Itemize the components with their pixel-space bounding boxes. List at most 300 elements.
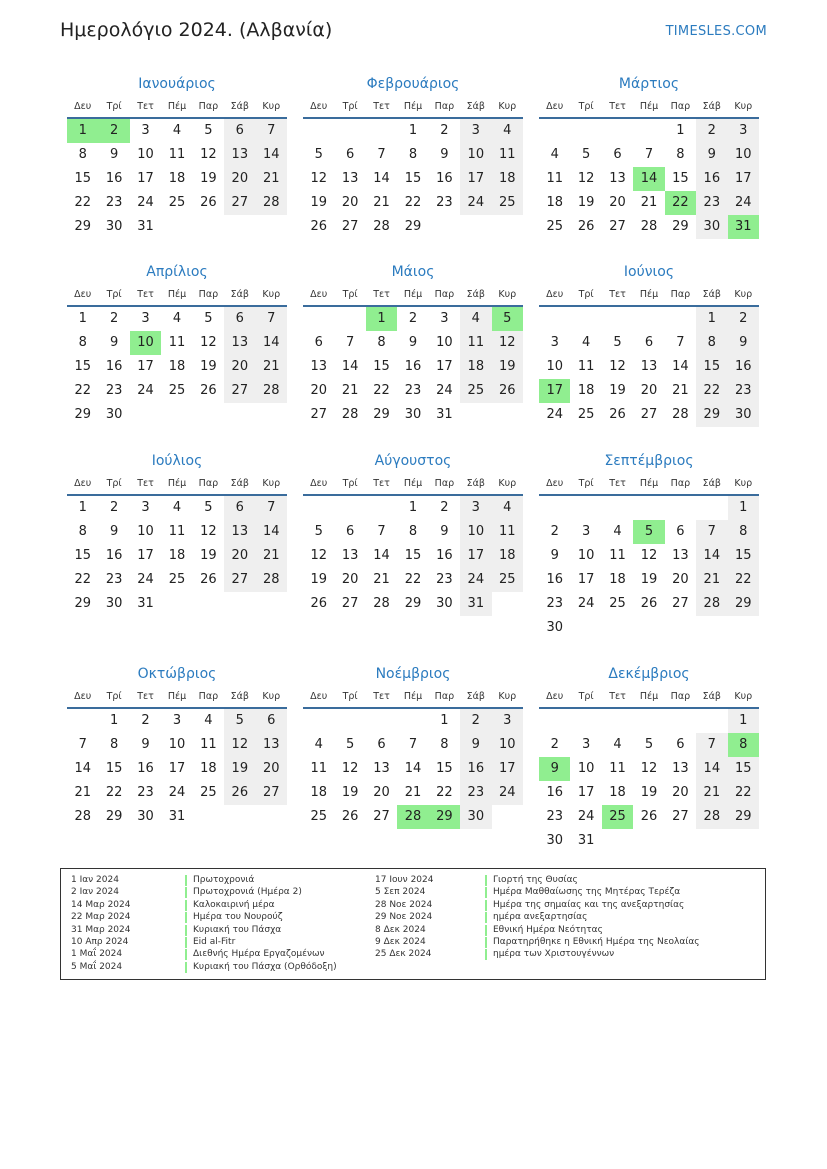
day-cell: 12	[310, 171, 327, 186]
day-cell: 26	[640, 596, 658, 611]
day-cell: 27	[256, 781, 287, 805]
day-cell: 10	[460, 143, 491, 167]
day-cell: 15	[105, 761, 123, 776]
day-cell: 1	[78, 500, 87, 515]
day-cell: 16	[436, 548, 453, 563]
month-block	[539, 260, 759, 427]
day-cell: 11	[492, 520, 523, 544]
day-cell: 5	[633, 520, 664, 544]
day-cell: 29	[74, 407, 91, 422]
day-cell: 15	[74, 171, 91, 186]
day-cell: 7	[408, 737, 418, 752]
day-cell: 23	[105, 195, 123, 210]
day-cell: 4	[581, 335, 591, 350]
day-cell: 10	[137, 147, 154, 162]
day-cell: 6	[644, 335, 654, 350]
month-block	[303, 449, 523, 616]
day-cell: 3	[440, 311, 449, 326]
week-row	[303, 215, 523, 239]
day-cell: 6	[224, 119, 255, 143]
holiday-name: Διεθνής Ημέρα Εργαζομένων	[193, 949, 325, 960]
day-cell: 6	[676, 524, 685, 539]
week-row	[303, 805, 523, 829]
weekday-label: Πέμ	[167, 101, 187, 112]
empty-day-cell	[224, 805, 255, 829]
week-row	[303, 496, 523, 520]
day-cell: 20	[256, 757, 287, 781]
weekday-label: Τρί	[106, 289, 122, 300]
day-cell: 9	[408, 335, 418, 350]
week-row	[539, 143, 759, 167]
holiday-name: Ημέρα της σημαίας και της ανεξαρτησίας	[493, 899, 685, 910]
weekday-label: Τρί	[578, 289, 594, 300]
day-cell: 8	[408, 147, 418, 162]
day-cell: 21	[696, 781, 727, 805]
day-cell: 18	[546, 195, 563, 210]
day-cell: 4	[172, 311, 182, 326]
weekday-label: Τρί	[342, 691, 358, 702]
day-cell: 30	[105, 596, 123, 611]
day-cell: 14	[404, 761, 422, 776]
month-block	[303, 72, 523, 239]
month-block	[67, 662, 287, 829]
empty-day-cell	[602, 616, 633, 640]
holiday-marker	[185, 925, 187, 936]
day-cell: 20	[672, 785, 689, 800]
holiday-marker	[485, 949, 487, 960]
day-cell: 4	[172, 123, 182, 138]
weekday-label: Τετ	[137, 691, 154, 702]
week-row	[67, 568, 287, 592]
day-cell: 14	[373, 171, 390, 186]
day-cell: 8	[676, 147, 685, 162]
day-cell: 5	[492, 307, 523, 331]
weekday-label: Παρ	[198, 691, 219, 702]
day-cell: 25	[577, 407, 595, 422]
holiday-date: 10 Απρ 2024	[71, 937, 129, 947]
weekday-label: Τετ	[609, 289, 626, 300]
week-row	[303, 733, 523, 757]
weekday-label: Πέμ	[639, 691, 659, 702]
day-cell: 23	[696, 191, 727, 215]
day-cell: 6	[224, 496, 255, 520]
weekday-label: Σάβ	[702, 691, 721, 702]
week-row	[539, 331, 759, 355]
day-cell: 9	[440, 524, 449, 539]
holiday-name: Ημέρα Μαθθαίωσης της Μητέρας Τερέζα	[493, 887, 681, 898]
holiday-date: 2 Ιαν 2024	[71, 887, 119, 898]
weekday-label: Τετ	[609, 691, 626, 702]
day-cell: 29	[728, 592, 759, 616]
day-cell: 24	[577, 596, 595, 611]
week-row	[303, 143, 523, 167]
weekday-label: Σάβ	[702, 101, 721, 112]
day-cell: 19	[200, 171, 217, 186]
day-cell: 23	[105, 572, 123, 587]
day-cell: 24	[546, 407, 563, 422]
day-cell: 22	[696, 379, 727, 403]
month-block	[303, 260, 523, 427]
weekday-label: Δευ	[546, 101, 564, 112]
day-cell: 2	[98, 119, 129, 143]
day-cell: 15	[404, 171, 422, 186]
day-cell: 17	[460, 544, 491, 568]
weekday-label: Σάβ	[466, 289, 485, 300]
weekday-header	[539, 284, 759, 307]
weekday-label: Δευ	[546, 478, 564, 489]
day-cell: 11	[492, 143, 523, 167]
day-cell: 15	[672, 171, 689, 186]
weekday-label: Τετ	[137, 289, 154, 300]
day-cell: 1	[676, 123, 685, 138]
day-cell: 25	[200, 785, 217, 800]
holiday-marker	[185, 949, 187, 960]
holiday-name: Κυριακή του Πάσχα (Ορθόδοξη)	[193, 961, 337, 972]
day-cell: 3	[581, 737, 591, 752]
week-row	[539, 592, 759, 616]
holiday-date: 29 Νοε 2024	[375, 912, 433, 923]
week-row	[539, 805, 759, 829]
empty-day-cell	[633, 709, 664, 733]
day-cell: 6	[345, 524, 355, 539]
weekday-label: Σάβ	[230, 101, 249, 112]
day-cell: 17	[577, 785, 595, 800]
day-cell: 16	[728, 355, 759, 379]
day-cell: 29	[728, 805, 759, 829]
day-cell: 23	[404, 383, 422, 398]
day-cell: 28	[373, 219, 390, 234]
day-cell: 29	[373, 407, 390, 422]
day-cell: 8	[728, 520, 759, 544]
day-cell: 11	[460, 331, 491, 355]
weekday-header	[539, 686, 759, 709]
weekday-label: Κυρ	[498, 478, 517, 489]
holiday-name: Παρατηρήθηκε η Εθνική Ημέρα της Νεολαίας	[493, 937, 700, 947]
weekday-label: Τετ	[373, 101, 390, 112]
day-cell: 22	[728, 781, 759, 805]
weekday-label: Παρ	[434, 289, 455, 300]
month-name: Απρίλιος	[146, 264, 208, 280]
day-cell: 14	[256, 520, 287, 544]
day-cell: 20	[672, 572, 689, 587]
day-cell: 9	[141, 737, 150, 752]
day-cell: 5	[224, 709, 255, 733]
empty-day-cell	[303, 307, 334, 331]
weekday-label: Παρ	[434, 101, 455, 112]
week-row	[539, 403, 759, 427]
weekday-header	[67, 96, 287, 119]
day-cell: 15	[74, 359, 91, 374]
day-cell: 17	[460, 167, 491, 191]
empty-day-cell	[602, 496, 633, 520]
day-cell: 15	[404, 548, 422, 563]
week-row	[67, 215, 287, 239]
day-cell: 26	[609, 407, 626, 422]
weekday-label: Τρί	[342, 478, 358, 489]
day-cell: 7	[345, 335, 355, 350]
holiday-marker	[185, 962, 187, 973]
day-cell: 13	[256, 733, 287, 757]
empty-day-cell	[429, 215, 460, 239]
empty-day-cell	[193, 403, 224, 427]
day-cell: 7	[78, 737, 87, 752]
day-cell: 27	[224, 568, 255, 592]
empty-day-cell	[633, 616, 664, 640]
day-cell: 28	[256, 191, 287, 215]
day-cell: 1	[696, 307, 727, 331]
weekday-label: Πέμ	[403, 691, 423, 702]
day-cell: 30	[105, 407, 123, 422]
day-cell: 5	[644, 737, 654, 752]
day-cell: 15	[728, 757, 759, 781]
day-cell: 21	[373, 572, 390, 587]
day-cell: 24	[492, 781, 523, 805]
day-cell: 22	[404, 572, 422, 587]
week-row	[67, 544, 287, 568]
empty-day-cell	[161, 592, 192, 616]
weekday-label: Κυρ	[498, 101, 517, 112]
weekday-label: Πέμ	[167, 478, 187, 489]
month-name: Δεκέμβριος	[608, 666, 690, 682]
weekday-label: Τετ	[609, 101, 626, 112]
day-cell: 24	[137, 195, 154, 210]
week-row	[303, 403, 523, 427]
week-row	[67, 757, 287, 781]
brand-link[interactable]: TIMESLES.COM	[665, 24, 767, 39]
week-row	[539, 215, 759, 239]
holiday-date: 9 Δεκ 2024	[375, 937, 426, 947]
month-block	[539, 662, 759, 853]
month-name: Νοέμβριος	[375, 666, 451, 682]
holiday-marker	[185, 937, 187, 948]
day-cell: 31	[460, 592, 491, 616]
day-cell: 21	[373, 195, 390, 210]
day-cell: 3	[460, 496, 491, 520]
day-cell: 6	[676, 737, 685, 752]
day-cell: 8	[78, 335, 87, 350]
day-cell: 1	[440, 713, 449, 728]
day-cell: 4	[613, 737, 622, 752]
empty-day-cell	[366, 709, 397, 733]
day-cell: 19	[341, 785, 359, 800]
day-cell: 12	[200, 147, 217, 162]
empty-day-cell	[492, 805, 523, 829]
month-block	[67, 72, 287, 239]
day-cell: 1	[78, 311, 87, 326]
day-cell: 10	[728, 143, 759, 167]
weekday-label: Κυρ	[734, 478, 753, 489]
day-cell: 22	[74, 195, 91, 210]
day-cell: 6	[314, 335, 323, 350]
day-cell: 2	[728, 307, 759, 331]
week-row	[303, 191, 523, 215]
holiday-marker	[485, 887, 487, 898]
holiday-marker	[185, 900, 187, 911]
day-cell: 30	[696, 215, 727, 239]
day-cell: 28	[74, 809, 91, 824]
weekday-label: Τετ	[373, 691, 390, 702]
day-cell: 10	[137, 524, 154, 539]
week-row	[539, 520, 759, 544]
empty-day-cell	[570, 119, 601, 143]
week-row	[303, 167, 523, 191]
day-cell: 11	[310, 761, 327, 776]
empty-day-cell	[256, 805, 287, 829]
day-cell: 21	[256, 355, 287, 379]
holiday-date: 28 Νοε 2024	[375, 899, 433, 910]
day-cell: 29	[74, 219, 91, 234]
day-cell: 17	[436, 359, 453, 374]
weekday-label: Παρ	[434, 691, 455, 702]
week-row	[539, 781, 759, 805]
day-cell: 12	[310, 548, 327, 563]
day-cell: 1	[67, 119, 98, 143]
month-name: Οκτώβριος	[137, 666, 217, 682]
day-cell: 4	[550, 147, 559, 162]
weekday-label: Πέμ	[403, 478, 423, 489]
day-cell: 3	[581, 524, 591, 539]
empty-day-cell	[366, 496, 397, 520]
day-cell: 10	[436, 335, 453, 350]
weekday-label: Πέμ	[639, 289, 659, 300]
day-cell: 30	[436, 596, 453, 611]
day-cell: 29	[404, 596, 422, 611]
holiday-name: Γιορτή της Θυσίας	[493, 875, 578, 885]
week-row	[67, 167, 287, 191]
weekday-header	[303, 284, 523, 307]
month-name: Μάρτιος	[618, 76, 680, 92]
day-cell: 20	[224, 544, 255, 568]
empty-day-cell	[224, 592, 255, 616]
weekday-label: Σάβ	[230, 691, 249, 702]
empty-day-cell	[303, 496, 334, 520]
day-cell: 2	[550, 524, 559, 539]
week-row	[539, 616, 759, 640]
day-cell: 8	[109, 737, 119, 752]
holiday-date: 5 Σεπ 2024	[375, 887, 426, 898]
day-cell: 21	[256, 167, 287, 191]
empty-day-cell	[602, 119, 633, 143]
day-cell: 28	[256, 379, 287, 403]
day-cell: 18	[168, 359, 186, 374]
day-cell: 9	[109, 335, 119, 350]
day-cell: 29	[672, 219, 689, 234]
day-cell: 12	[224, 733, 255, 757]
day-cell: 15	[436, 761, 453, 776]
weekday-label: Σάβ	[466, 478, 485, 489]
empty-day-cell	[696, 709, 727, 733]
weekday-label: Σάβ	[466, 691, 485, 702]
day-cell: 20	[224, 167, 255, 191]
day-cell: 13	[672, 761, 689, 776]
holiday-date: 14 Μαρ 2024	[71, 899, 131, 910]
day-cell: 22	[728, 568, 759, 592]
week-row	[303, 568, 523, 592]
day-cell: 13	[341, 171, 359, 186]
day-cell: 14	[256, 331, 287, 355]
day-cell: 2	[109, 311, 119, 326]
day-cell: 29	[105, 809, 123, 824]
month-name: Αύγουστος	[374, 453, 452, 469]
day-cell: 31	[137, 596, 154, 611]
day-cell: 21	[74, 785, 91, 800]
day-cell: 21	[404, 785, 422, 800]
day-cell: 16	[696, 167, 727, 191]
week-row	[67, 592, 287, 616]
weekday-header	[67, 473, 287, 496]
weekday-label: Τρί	[578, 101, 594, 112]
day-cell: 2	[440, 123, 449, 138]
month-block	[67, 449, 287, 616]
day-cell: 24	[137, 383, 154, 398]
day-cell: 3	[141, 311, 150, 326]
day-cell: 9	[109, 147, 119, 162]
holiday-name: Εθνική Ημέρα Νεότητας	[493, 924, 603, 935]
empty-day-cell	[570, 709, 601, 733]
day-cell: 14	[696, 544, 727, 568]
day-cell: 5	[204, 311, 213, 326]
day-cell: 27	[672, 596, 689, 611]
empty-day-cell	[728, 616, 759, 640]
day-cell: 21	[341, 383, 359, 398]
day-cell: 27	[224, 379, 255, 403]
day-cell: 9	[728, 331, 759, 355]
day-cell: 16	[546, 785, 563, 800]
holiday-entry	[375, 886, 681, 898]
day-cell: 25	[609, 596, 626, 611]
day-cell: 29	[404, 219, 422, 234]
day-cell: 15	[696, 355, 727, 379]
day-cell: 19	[200, 359, 217, 374]
week-row	[303, 757, 523, 781]
week-row	[67, 805, 287, 829]
day-cell: 12	[609, 359, 626, 374]
day-cell: 30	[728, 403, 759, 427]
weekday-label: Κυρ	[498, 289, 517, 300]
holiday-entry	[71, 961, 371, 973]
weekday-header	[67, 686, 287, 709]
empty-day-cell	[303, 119, 334, 143]
empty-day-cell	[602, 829, 633, 853]
day-cell: 13	[672, 548, 689, 563]
day-cell: 22	[74, 383, 91, 398]
weekday-label: Παρ	[198, 101, 219, 112]
holiday-date: 17 Ιουν 2024	[375, 875, 434, 885]
day-cell: 6	[613, 147, 622, 162]
month-name: Φεβρουάριος	[366, 76, 460, 92]
day-cell: 18	[200, 761, 217, 776]
day-cell: 20	[640, 383, 658, 398]
day-cell: 23	[436, 572, 453, 587]
weekday-label: Τετ	[609, 478, 626, 489]
weekday-label: Παρ	[198, 289, 219, 300]
day-cell: 18	[492, 167, 523, 191]
day-cell: 18	[609, 572, 626, 587]
day-cell: 7	[377, 147, 386, 162]
empty-day-cell	[366, 119, 397, 143]
week-row	[539, 496, 759, 520]
day-cell: 14	[633, 167, 664, 191]
day-cell: 1	[728, 709, 759, 733]
empty-day-cell	[193, 592, 224, 616]
day-cell: 3	[492, 709, 523, 733]
day-cell: 28	[672, 407, 689, 422]
day-cell: 4	[492, 496, 523, 520]
day-cell: 8	[440, 737, 449, 752]
day-cell: 17	[168, 761, 186, 776]
empty-day-cell	[696, 829, 727, 853]
day-cell: 13	[640, 359, 658, 374]
